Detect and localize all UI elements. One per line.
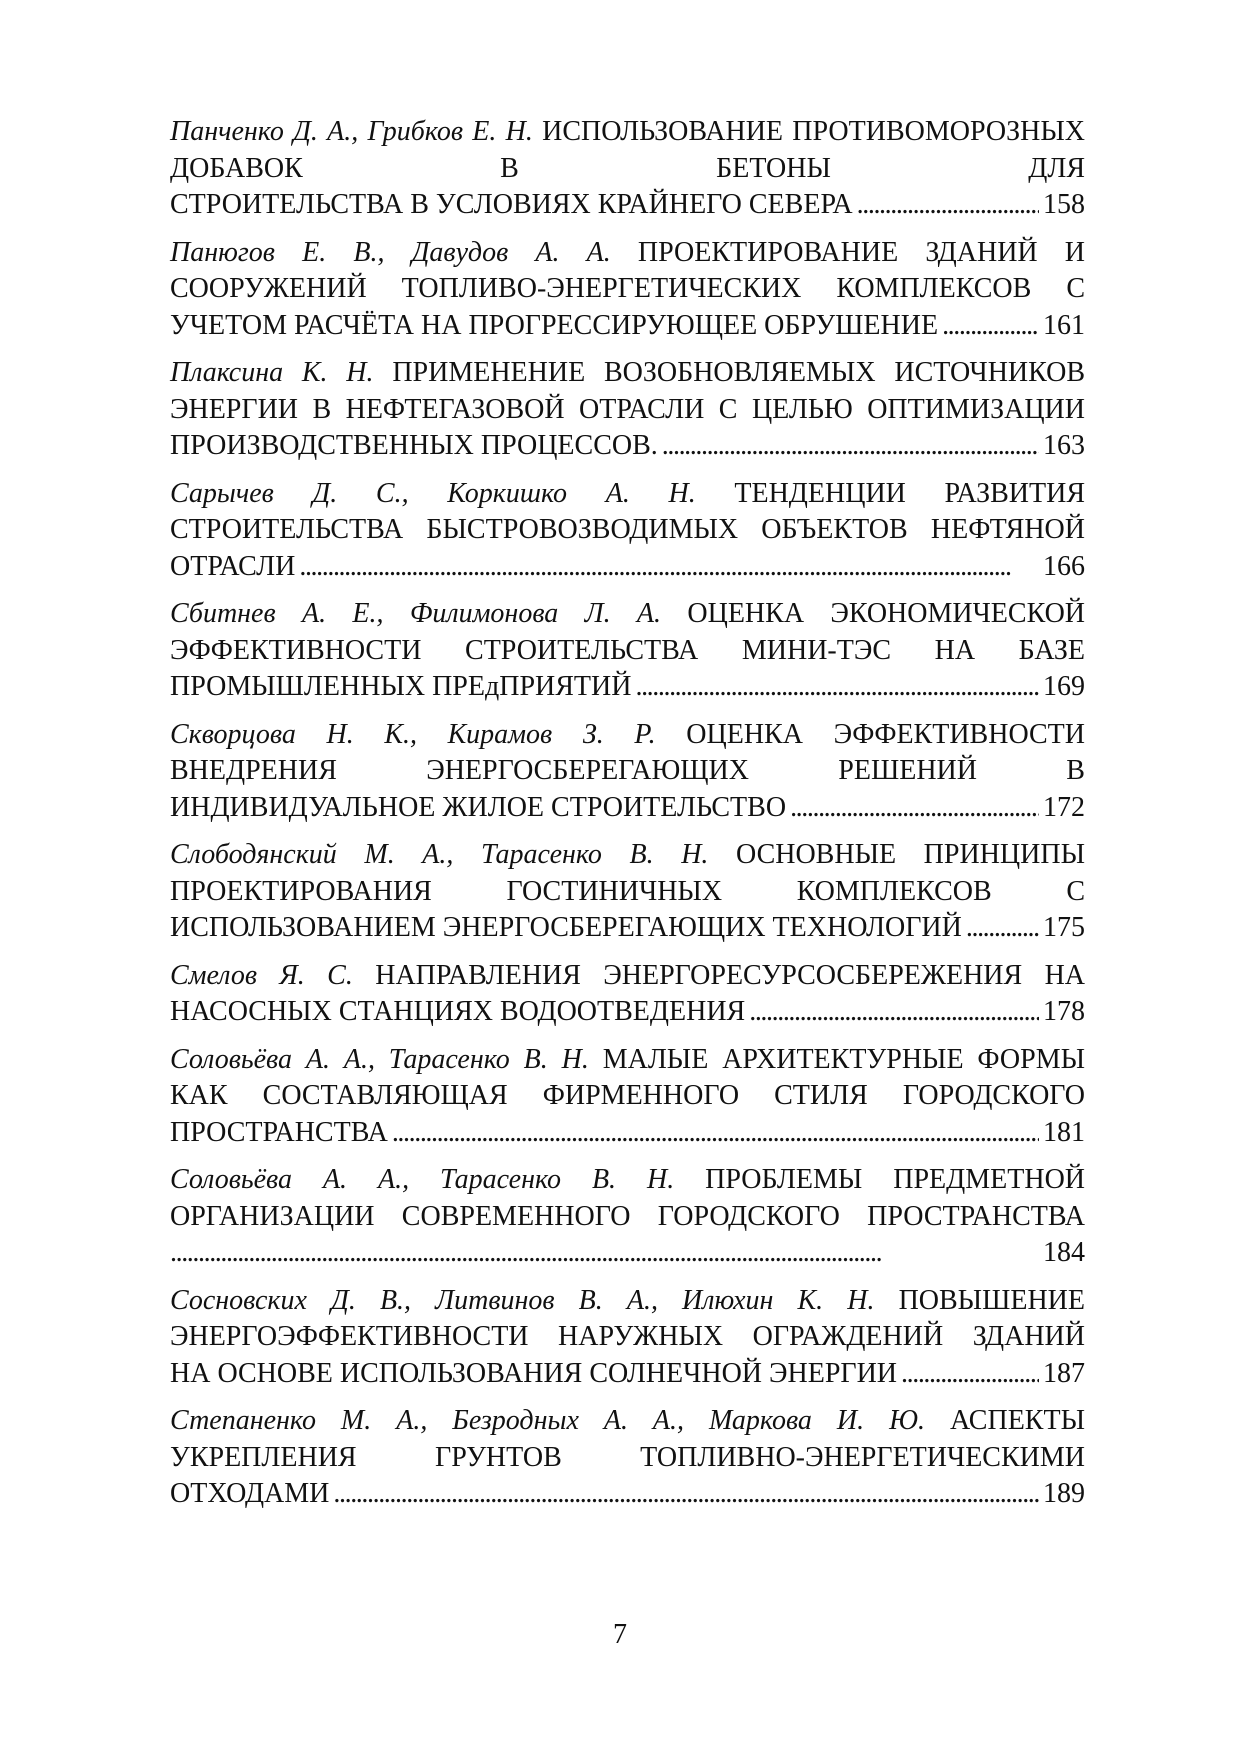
toc-entry-title-end: УЧЕТОМ РАСЧЁТА НА ПРОГРЕССИРУЮЩЕЕ ОБРУШЕНИЕ	[170, 309, 939, 341]
toc-entry-last-line	[170, 1115, 1085, 1152]
toc-entry-last-line	[170, 790, 1085, 827]
dot-leader	[635, 669, 1039, 706]
toc-entry-page: 187	[1043, 1357, 1085, 1389]
toc-entry-title-end: ПРОСТРАНСТВА	[170, 1116, 388, 1148]
toc-entry-authors: Панюгов Е. В., Давудов А. А.	[170, 236, 611, 268]
toc-entry-last-line	[170, 669, 1085, 706]
toc-entry-authors: Скворцова Н. К., Кирамов З. Р.	[170, 718, 656, 750]
dot-leader	[857, 187, 1039, 224]
dot-leader	[966, 910, 1039, 947]
page-number: 7	[613, 1619, 627, 1650]
toc-entry	[170, 476, 1085, 586]
toc-entry-page: 166	[1043, 550, 1085, 582]
toc-entry-authors: Слободянский М. А., Тарасенко В. Н.	[170, 839, 709, 870]
toc-entry-authors: Сосновских Д. В., Литвинов В. А., Илюхин К. Н.	[170, 1284, 875, 1316]
toc-entry-title-end: ИСПОЛЬЗОВАНИЕМ ЭНЕРГОСБЕРЕГАЮЩИХ ТЕХНОЛОГИЙ	[170, 912, 962, 943]
toc-entry-text	[170, 476, 1085, 549]
toc-entry-authors: Сбитнев А. Е., Филимонова Л. А.	[170, 598, 662, 629]
toc-entry-title: ИСПОЛЬЗОВАНИЕ ПРОТИВОМОРОЗНЫХ ДОБАВОК В БЕТОНЫ ДЛЯ	[170, 116, 1086, 184]
toc-entry-authors: Плаксина К. Н.	[170, 357, 374, 388]
toc-entry-text	[170, 1162, 1085, 1235]
toc-entry-text	[170, 355, 1085, 428]
toc-entry-title: ОЦЕНКА ЭФФЕКТИВНОСТИ ВНЕДРЕНИЯ ЭНЕРГОСБЕРЕГАЮЩИХ РЕШЕНИЙ В	[170, 718, 1086, 786]
toc-entry	[170, 355, 1085, 465]
toc-entry-title: ПРИМЕНЕНИЕ ВОЗОБНОВЛЯЕМЫХ ИСТОЧНИКОВ ЭНЕРГИИ В НЕФТЕГАЗОВОЙ ОТРАСЛИ С ЦЕЛЬЮ ОПТИМИЗАЦИИ	[170, 357, 1086, 425]
toc-entry-title-end: ПРОИЗВОДСТВЕННЫХ ПРОЦЕССОВ.	[170, 430, 658, 461]
toc-entry-title-end: НА ОСНОВЕ ИСПОЛЬЗОВАНИЯ СОЛНЕЧНОЙ ЭНЕРГИИ	[170, 1357, 898, 1389]
toc-entry-authors: Степаненко М. А., Безродных А. А., Маркова И. Ю.	[170, 1405, 925, 1436]
toc-entry-last-line	[170, 549, 1085, 586]
toc-entry-text	[170, 1403, 1085, 1476]
toc-entry	[170, 1283, 1085, 1393]
toc-entry-title-end: ИНДИВИДУАЛЬНОЕ ЖИЛОЕ СТРОИТЕЛЬСТВО	[170, 791, 787, 823]
toc-entry-title-end: СТРОИТЕЛЬСТВА В УСЛОВИЯХ КРАЙНЕГО СЕВЕРА	[170, 189, 853, 220]
toc-entry-last-line	[170, 1356, 1085, 1393]
dot-leader	[749, 994, 1039, 1031]
toc-entry-last-line	[170, 910, 1085, 947]
dot-leader	[392, 1115, 1039, 1152]
toc-entry-title: АСПЕКТЫ УКРЕПЛЕНИЯ ГРУНТОВ ТОПЛИВНО-ЭНЕРГЕТИЧЕСКИМИ	[170, 1405, 1086, 1473]
toc-entry-last-line	[170, 428, 1085, 465]
dot-leader	[942, 308, 1039, 345]
toc-entry	[170, 717, 1085, 827]
toc-entry-authors: Панченко Д. А., Грибков Е. Н.	[170, 116, 533, 147]
toc-entry-page: 163	[1043, 430, 1085, 461]
toc-entry-last-line	[170, 308, 1085, 345]
toc-entry-page: 189	[1043, 1478, 1085, 1509]
toc-entry	[170, 1042, 1085, 1152]
toc-entry-title-end: ПРОМЫШЛЕННЫХ ПРЕдПРИЯТИЙ	[170, 671, 632, 702]
toc-entry-authors: Сарычев Д. С., Коркишко А. Н.	[170, 477, 696, 509]
toc-entry	[170, 235, 1085, 345]
toc-entry-title-end: НАСОСНЫХ СТАНЦИЯХ ВОДООТВЕДЕНИЯ	[170, 996, 746, 1027]
toc-entry-authors: Соловьёва А. А., Тарасенко В. Н.	[170, 1164, 675, 1195]
toc-entry-text	[170, 717, 1085, 790]
toc-entry	[170, 837, 1085, 947]
toc-entry-text	[170, 958, 1085, 995]
toc-entry-page: 181	[1043, 1116, 1085, 1148]
toc-entry	[170, 114, 1085, 224]
toc-entry-authors: Смелов Я. С.	[170, 959, 353, 991]
toc-entry	[170, 958, 1085, 1031]
dot-leader	[790, 790, 1039, 827]
toc-entry-title: ПОВЫШЕНИЕ ЭНЕРГОЭФФЕКТИВНОСТИ НАРУЖНЫХ ОГРАЖДЕНИЙ ЗДАНИЙ	[170, 1284, 1085, 1352]
toc-entry-page: 158	[1043, 189, 1085, 220]
toc-entry-last-line	[170, 994, 1085, 1031]
toc-entry-authors: Соловьёва А. А., Тарасенко В. Н.	[170, 1043, 589, 1075]
toc-entry	[170, 596, 1085, 706]
toc-entry-title: ПРОЕКТИРОВАНИЕ ЗДАНИЙ И СООРУЖЕНИЙ ТОПЛИВО-ЭНЕРГЕТИЧЕСКИХ КОМПЛЕКСОВ С	[170, 236, 1086, 304]
toc-entry-title: ОСНОВНЫЕ ПРИНЦИПЫ ПРОЕКТИРОВАНИЯ ГОСТИНИЧНЫХ КОМПЛЕКСОВ С	[170, 839, 1085, 907]
dot-leader	[662, 428, 1039, 465]
toc-entry-page: 172	[1043, 791, 1085, 823]
toc-entry-last-line	[170, 1476, 1085, 1513]
toc-entry-text	[170, 1042, 1085, 1115]
toc-entry-text	[170, 596, 1085, 669]
toc-entry	[170, 1162, 1085, 1272]
toc-entry-text	[170, 1283, 1085, 1356]
toc-entry-last-line	[170, 187, 1085, 224]
dot-leader	[333, 1476, 1039, 1513]
toc-entry-title: ПРОБЛЕМЫ ПРЕДМЕТНОЙ ОРГАНИЗАЦИИ СОВРЕМЕННОГО ГОРОДСКОГО ПРОСТРАНСТВА	[170, 1164, 1086, 1232]
toc-entry-last-line	[170, 1235, 1085, 1272]
toc-entry-text	[170, 235, 1085, 308]
toc-entry-title: МАЛЫЕ АРХИТЕКТУРНЫЕ ФОРМЫ КАК СОСТАВЛЯЮЩАЯ ФИРМЕННОГО СТИЛЯ ГОРОДСКОГО	[170, 1043, 1086, 1111]
toc-entry-title-end: ОТРАСЛИ	[170, 550, 296, 582]
toc-entry-text	[170, 114, 1085, 187]
toc-entry-title: ТЕНДЕНЦИИ РАЗВИТИЯ СТРОИТЕЛЬСТВА БЫСТРОВОЗВОДИМЫХ ОБЪЕКТОВ НЕФТЯНОЙ	[170, 477, 1085, 545]
toc-entry-title: ОЦЕНКА ЭКОНОМИЧЕСКОЙ ЭФФЕКТИВНОСТИ СТРОИТЕЛЬСТВА МИНИ-ТЭС НА БАЗЕ	[170, 598, 1086, 666]
toc-entry	[170, 1403, 1085, 1513]
toc-entry-page: 178	[1043, 996, 1085, 1027]
toc-entry-text	[170, 837, 1085, 910]
toc-entry-page: 169	[1043, 671, 1085, 702]
toc-entry-page: 184	[1043, 1237, 1085, 1268]
toc-entry-page: 161	[1043, 309, 1085, 341]
toc-entry-title-end: ОТХОДАМИ	[170, 1478, 330, 1509]
table-of-contents	[170, 114, 1085, 1524]
toc-entry-title: НАПРАВЛЕНИЯ ЭНЕРГОРЕСУРСОСБЕРЕЖЕНИЯ НА	[375, 959, 1086, 991]
dot-leader	[170, 1235, 1039, 1272]
dot-leader	[299, 549, 1039, 586]
toc-entry-page: 175	[1043, 912, 1085, 943]
dot-leader	[901, 1356, 1039, 1393]
